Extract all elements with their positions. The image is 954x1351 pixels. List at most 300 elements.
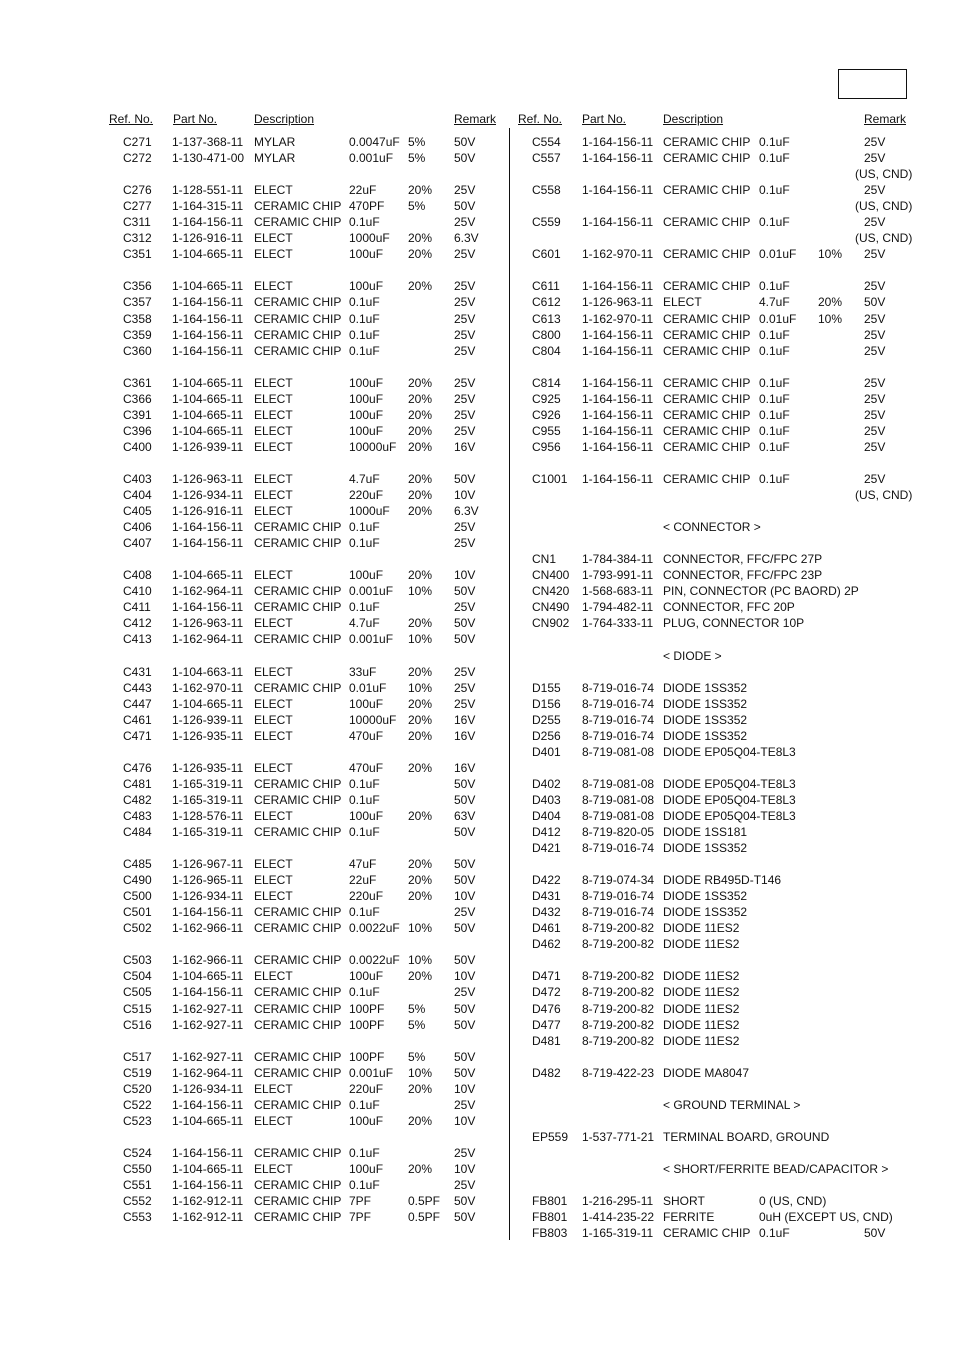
part-no: 1-164-156-11 (172, 905, 244, 920)
description: DIODE EP05Q04-TE8L3 (663, 808, 796, 823)
ref-no: C515 (123, 1001, 152, 1016)
ref-no: C272 (123, 151, 152, 166)
part-no: 1-164-156-11 (172, 985, 244, 1000)
voltage: 50V (454, 953, 476, 968)
value: 100uF (349, 1113, 384, 1128)
ref-no: C501 (123, 905, 152, 920)
voltage: 25V (454, 279, 476, 294)
description: ELECT (254, 423, 293, 438)
value: 47uF (349, 857, 377, 872)
voltage: 25V (454, 375, 476, 390)
part-no: 8-719-200-82 (582, 969, 655, 984)
part-no: 1-537-771-21 (582, 1129, 655, 1144)
voltage: 25V (864, 279, 886, 294)
ref-no: C312 (123, 231, 152, 246)
description: DIODE 11ES2 (663, 921, 740, 936)
value: 470PF (349, 199, 385, 214)
part-no: 8-719-081-08 (582, 808, 655, 823)
part-no: 1-162-912-11 (172, 1194, 244, 1209)
value: 100uF (349, 247, 384, 262)
ref-no: C483 (123, 808, 152, 823)
description: CERAMIC CHIP (663, 1226, 751, 1241)
part-no: 1-164-156-11 (582, 391, 654, 406)
description: CERAMIC CHIP (663, 135, 751, 149)
ref-no: C408 (123, 568, 152, 583)
value: 33uF (349, 664, 377, 679)
ref-no: C553 (123, 1210, 152, 1225)
voltage: 50V (454, 792, 476, 807)
voltage: 50V (454, 471, 476, 486)
description: CERAMIC CHIP (254, 1049, 342, 1064)
description: CONNECTOR, FFC/FPC 27P (663, 552, 823, 567)
voltage: 25V (454, 423, 476, 438)
tolerance: 20% (408, 889, 433, 904)
description: CERAMIC CHIP (663, 375, 751, 390)
section-title: < SHORT/FERRITE BEAD/CAPACITOR > (663, 1162, 889, 1176)
value: 0.0047uF (349, 135, 400, 149)
description: CERAMIC CHIP (254, 199, 342, 214)
part-no: 1-764-333-11 (582, 616, 654, 631)
section-title: < GROUND TERMINAL > (663, 1097, 801, 1112)
part-no: 1-126-934-11 (172, 889, 244, 904)
description: ELECT (254, 889, 293, 904)
voltage: 25V (864, 247, 886, 262)
voltage: 50V (454, 151, 476, 166)
part-no: 8-719-820-05 (582, 825, 655, 840)
description: ELECT (254, 808, 293, 823)
tolerance: 20% (408, 279, 433, 294)
ref-no: C558 (532, 183, 561, 198)
part-no: 1-164-156-11 (172, 311, 244, 326)
description: CERAMIC CHIP (254, 1065, 342, 1080)
voltage: 10V (454, 969, 476, 984)
part-no: 1-216-295-11 (582, 1194, 654, 1209)
ref-no: C955 (532, 423, 561, 438)
ref-no: C613 (532, 311, 561, 326)
part-no: 1-164-156-11 (582, 407, 654, 422)
header-remark-left: Remark (454, 112, 497, 126)
part-no: 1-165-319-11 (582, 1226, 654, 1241)
value: 1000uF (349, 504, 390, 519)
header-ref-right: Ref. No. (518, 112, 563, 126)
ref-no: D412 (532, 825, 561, 840)
page-number-box (838, 69, 907, 99)
ref-no: EP559 (532, 1129, 569, 1144)
ref-no: C505 (123, 985, 152, 1000)
voltage: 10V (454, 1162, 476, 1176)
part-no: 1-126-934-11 (172, 1081, 244, 1096)
part-no: 1-104-665-11 (172, 568, 244, 583)
ref-no: C447 (123, 696, 152, 711)
tolerance: 20% (408, 439, 433, 454)
description: DIODE EP05Q04-TE8L3 (663, 792, 796, 807)
ref-no: C490 (123, 873, 152, 888)
description: CERAMIC CHIP (254, 953, 342, 968)
value: 0.1uF (759, 391, 790, 406)
header-ref-left: Ref. No. (109, 112, 154, 126)
voltage: 6.3V (454, 504, 479, 519)
tolerance: 20% (408, 504, 433, 519)
part-no: 1-162-964-11 (172, 632, 244, 647)
tolerance: 20% (408, 183, 433, 198)
description: ELECT (254, 728, 293, 743)
description: CERAMIC CHIP (254, 536, 342, 551)
tolerance: 5% (408, 135, 426, 149)
ref-no: C443 (123, 680, 152, 695)
tolerance: 20% (408, 857, 433, 872)
voltage: 25V (864, 183, 886, 198)
part-no: 1-414-235-22 (582, 1210, 655, 1225)
description: ELECT (254, 375, 293, 390)
value: 100uF (349, 407, 384, 422)
ref-no: D421 (532, 841, 561, 856)
part-no: 1-162-927-11 (172, 1049, 244, 1064)
tolerance: 20% (408, 488, 433, 503)
part-no: 8-719-016-74 (582, 712, 655, 727)
description: ELECT (254, 279, 293, 294)
value: 0.1uF (349, 825, 380, 840)
tolerance: 10% (818, 311, 843, 326)
ref-no: D471 (532, 969, 561, 984)
voltage: 25V (454, 680, 476, 695)
value: 1000uF (349, 231, 390, 246)
part-no: 8-719-081-08 (582, 744, 655, 759)
description: PIN, CONNECTOR (PC BAORD) 2P (663, 584, 859, 599)
ref-no: D461 (532, 921, 561, 936)
value: 100uF (349, 969, 384, 984)
ref-no: C276 (123, 183, 152, 198)
part-no: 1-164-156-11 (172, 600, 244, 615)
description: CERAMIC CHIP (254, 215, 342, 230)
value: 7PF (349, 1210, 372, 1225)
part-no: 1-793-991-11 (582, 568, 654, 583)
voltage: 25V (454, 327, 476, 342)
ref-no: C357 (123, 295, 152, 310)
ref-no: CN902 (532, 616, 570, 631)
value: 0.1uF (759, 407, 790, 422)
description: CERAMIC CHIP (663, 391, 751, 406)
ref-no: D401 (532, 744, 561, 759)
part-no: 1-104-665-11 (172, 423, 244, 438)
value: 0.1uF (349, 1178, 380, 1193)
voltage: 16V (454, 439, 476, 454)
voltage: 25V (864, 215, 886, 230)
ref-no: C814 (532, 375, 561, 390)
description: SHORT (663, 1194, 705, 1209)
voltage: 50V (454, 1001, 476, 1016)
ref-no: C358 (123, 311, 152, 326)
description: ELECT (254, 760, 293, 775)
value: 0uH (EXCEPT US, CND) (759, 1210, 893, 1225)
part-no: 1-164-156-11 (172, 1145, 244, 1160)
value: 0.0022uF (349, 953, 400, 968)
tolerance: 0.5PF (408, 1194, 441, 1209)
value: 0.1uF (349, 536, 380, 551)
tolerance: 20% (408, 728, 433, 743)
voltage: 50V (454, 825, 476, 840)
ref-no: FB803 (532, 1226, 568, 1241)
description: CERAMIC CHIP (663, 327, 751, 342)
description: DIODE MA8047 (663, 1065, 750, 1080)
value: 22uF (349, 873, 377, 888)
voltage: 50V (454, 1049, 476, 1064)
voltage: 25V (864, 439, 886, 454)
part-no: 1-128-576-11 (172, 808, 244, 823)
description: CERAMIC CHIP (254, 1178, 342, 1193)
part-no: 1-162-927-11 (172, 1017, 244, 1032)
ref-no: C517 (123, 1049, 152, 1064)
value: 0 (US, CND) (759, 1194, 827, 1209)
ref-no: C361 (123, 375, 152, 390)
part-no: 1-162-964-11 (172, 1065, 244, 1080)
ref-no: D156 (532, 696, 561, 711)
value: 0.001uF (349, 632, 394, 647)
description: ELECT (254, 873, 293, 888)
description: FERRITE (663, 1210, 715, 1225)
value: 0.001uF (349, 584, 394, 599)
voltage: 25V (864, 135, 886, 149)
part-no: 1-164-156-11 (172, 1097, 244, 1112)
part-no: 1-164-156-11 (582, 183, 654, 198)
description: CERAMIC CHIP (663, 247, 751, 262)
ref-no: D255 (532, 712, 561, 727)
description: ELECT (254, 247, 293, 262)
voltage: 25V (454, 407, 476, 422)
voltage: 25V (864, 471, 886, 486)
description: CERAMIC CHIP (254, 600, 342, 615)
description: CERAMIC CHIP (254, 1097, 342, 1112)
voltage: 10V (454, 889, 476, 904)
value: 10000uF (349, 439, 397, 454)
voltage: 16V (454, 712, 476, 727)
part-no: 1-164-156-11 (172, 327, 244, 342)
voltage: 25V (454, 247, 476, 262)
description: DIODE 1SS352 (663, 841, 748, 856)
ref-no: D402 (532, 776, 561, 791)
description: ELECT (254, 488, 293, 503)
tolerance: 0.5PF (408, 1210, 441, 1225)
value: 4.7uF (349, 616, 380, 631)
section-title: < DIODE > (663, 648, 722, 663)
part-no: 8-719-016-74 (582, 728, 655, 743)
ref-no: D432 (532, 905, 561, 920)
ref-no: C804 (532, 343, 561, 358)
ref-no: FB801 (532, 1210, 568, 1225)
description: ELECT (254, 664, 293, 679)
part-no: 1-104-665-11 (172, 969, 244, 984)
voltage: 25V (454, 215, 476, 230)
ref-no: C391 (123, 407, 152, 422)
part-no: 8-719-016-74 (582, 905, 655, 920)
column-divider (509, 128, 510, 1240)
value: 220uF (349, 889, 384, 904)
part-no: 1-164-156-11 (582, 151, 654, 166)
tolerance: 20% (408, 760, 433, 775)
value: 0.01uF (349, 680, 387, 695)
part-no: 1-162-970-11 (172, 680, 244, 695)
ref-no: C400 (123, 439, 152, 454)
value: 100uF (349, 279, 384, 294)
part-no: 1-164-156-11 (582, 423, 654, 438)
ref-no: C557 (532, 151, 561, 166)
description: CERAMIC CHIP (254, 680, 342, 695)
value: 0.1uF (349, 311, 380, 326)
value: 100uF (349, 1162, 384, 1176)
value: 0.1uF (349, 600, 380, 615)
description: DIODE 1SS352 (663, 712, 748, 727)
voltage: 50V (454, 199, 476, 214)
description: DIODE RB495D-T146 (663, 873, 782, 888)
ref-no: D431 (532, 889, 561, 904)
value: 0.1uF (759, 327, 790, 342)
ref-no: C431 (123, 664, 152, 679)
description: CERAMIC CHIP (254, 776, 342, 791)
ref-no: CN490 (532, 600, 570, 615)
part-no: 8-719-200-82 (582, 921, 655, 936)
voltage: 25V (864, 375, 886, 390)
value: 0.1uF (759, 471, 790, 486)
remark: (US, CND) (855, 231, 913, 246)
part-no: 1-162-970-11 (582, 311, 654, 326)
part-no: 1-164-156-11 (172, 343, 244, 358)
description: DIODE 1SS352 (663, 680, 748, 695)
description: CERAMIC CHIP (254, 1017, 342, 1032)
ref-no: C351 (123, 247, 152, 262)
ref-no: C502 (123, 921, 152, 936)
description: ELECT (254, 471, 293, 486)
description: CERAMIC CHIP (254, 584, 342, 599)
description: CERAMIC CHIP (254, 343, 342, 358)
voltage: 10V (454, 568, 476, 583)
voltage: 25V (454, 664, 476, 679)
description: CONNECTOR, FFC 20P (663, 600, 795, 615)
description: CERAMIC CHIP (254, 327, 342, 342)
description: ELECT (254, 969, 293, 984)
ref-no: C484 (123, 825, 152, 840)
part-no: 8-719-016-74 (582, 841, 655, 856)
ref-no: C360 (123, 343, 152, 358)
value: 100PF (349, 1049, 385, 1064)
description: TERMINAL BOARD, GROUND (663, 1129, 830, 1144)
tolerance: 20% (408, 808, 433, 823)
part-no: 1-164-156-11 (172, 520, 244, 535)
description: ELECT (254, 568, 293, 583)
description: DIODE 11ES2 (663, 969, 740, 984)
part-no: 1-126-935-11 (172, 728, 244, 743)
ref-no: CN420 (532, 584, 570, 599)
description: ELECT (254, 1081, 293, 1096)
part-no: 1-126-963-11 (172, 616, 244, 631)
ref-no: C800 (532, 327, 561, 342)
ref-no: C396 (123, 423, 152, 438)
ref-no: C612 (532, 295, 561, 310)
voltage: 50V (454, 857, 476, 872)
part-no: 8-719-200-82 (582, 985, 655, 1000)
ref-no: C476 (123, 760, 152, 775)
value: 0.1uF (349, 905, 380, 920)
value: 0.1uF (759, 279, 790, 294)
tolerance: 20% (408, 969, 433, 984)
tolerance: 10% (408, 1065, 433, 1080)
description: CERAMIC CHIP (663, 343, 751, 358)
part-no: 1-130-471-00 (172, 151, 245, 166)
part-no: 1-104-663-11 (172, 664, 244, 679)
value: 7PF (349, 1194, 372, 1209)
part-no: 1-165-319-11 (172, 825, 244, 840)
voltage: 25V (454, 311, 476, 326)
ref-no: C611 (532, 279, 560, 294)
part-no: 1-126-939-11 (172, 712, 244, 727)
remark: (US, CND) (855, 167, 913, 182)
description: CERAMIC CHIP (663, 279, 751, 294)
value: 100uF (349, 696, 384, 711)
part-no: 1-104-665-11 (172, 391, 244, 406)
description: DIODE 1SS352 (663, 905, 748, 920)
description: ELECT (254, 1162, 293, 1176)
value: 0.1uF (349, 295, 380, 310)
value: 100uF (349, 391, 384, 406)
part-no: 1-165-319-11 (172, 776, 244, 791)
tolerance: 20% (408, 1113, 433, 1128)
part-no: 8-719-074-34 (582, 873, 655, 888)
voltage: 10V (454, 1081, 476, 1096)
description: CERAMIC CHIP (663, 407, 751, 422)
description: ELECT (663, 295, 702, 310)
tolerance: 20% (408, 1081, 433, 1096)
part-no: 1-126-967-11 (172, 857, 244, 872)
ref-no: C559 (532, 215, 561, 230)
tolerance: 20% (408, 873, 433, 888)
part-no: 1-104-665-11 (172, 279, 244, 294)
description: CERAMIC CHIP (254, 792, 342, 807)
part-no: 1-164-156-11 (582, 279, 654, 294)
voltage: 50V (454, 921, 476, 936)
tolerance: 5% (408, 1017, 426, 1032)
part-no: 1-126-963-11 (582, 295, 654, 310)
value: 220uF (349, 488, 384, 503)
description: DIODE EP05Q04-TE8L3 (663, 776, 796, 791)
part-no: 1-794-482-11 (582, 600, 654, 615)
voltage: 25V (864, 311, 886, 326)
part-no: 8-719-081-08 (582, 776, 655, 791)
ref-no: C406 (123, 520, 152, 535)
description: CERAMIC CHIP (663, 471, 751, 486)
ref-no: C413 (123, 632, 152, 647)
voltage: 50V (454, 584, 476, 599)
voltage: 50V (454, 1065, 476, 1080)
ref-no: C412 (123, 616, 152, 631)
voltage: 10V (454, 488, 476, 503)
tolerance: 20% (408, 568, 433, 583)
voltage: 25V (864, 343, 886, 358)
part-no: 1-126-916-11 (172, 504, 244, 519)
description: CERAMIC CHIP (663, 423, 751, 438)
part-no: 1-126-935-11 (172, 760, 244, 775)
voltage: 50V (864, 1226, 886, 1241)
tolerance: 10% (408, 953, 433, 968)
ref-no: C271 (123, 135, 152, 149)
tolerance: 20% (818, 295, 843, 310)
part-no: 1-164-156-11 (172, 215, 244, 230)
value: 0.1uF (759, 375, 790, 390)
part-no: 1-164-156-11 (172, 536, 244, 551)
voltage: 10V (454, 1113, 476, 1128)
section-title: < CONNECTOR > (663, 520, 761, 535)
tolerance: 20% (408, 375, 433, 390)
ref-no: D476 (532, 1001, 561, 1016)
part-no: 1-162-966-11 (172, 921, 244, 936)
description: CERAMIC CHIP (254, 632, 342, 647)
